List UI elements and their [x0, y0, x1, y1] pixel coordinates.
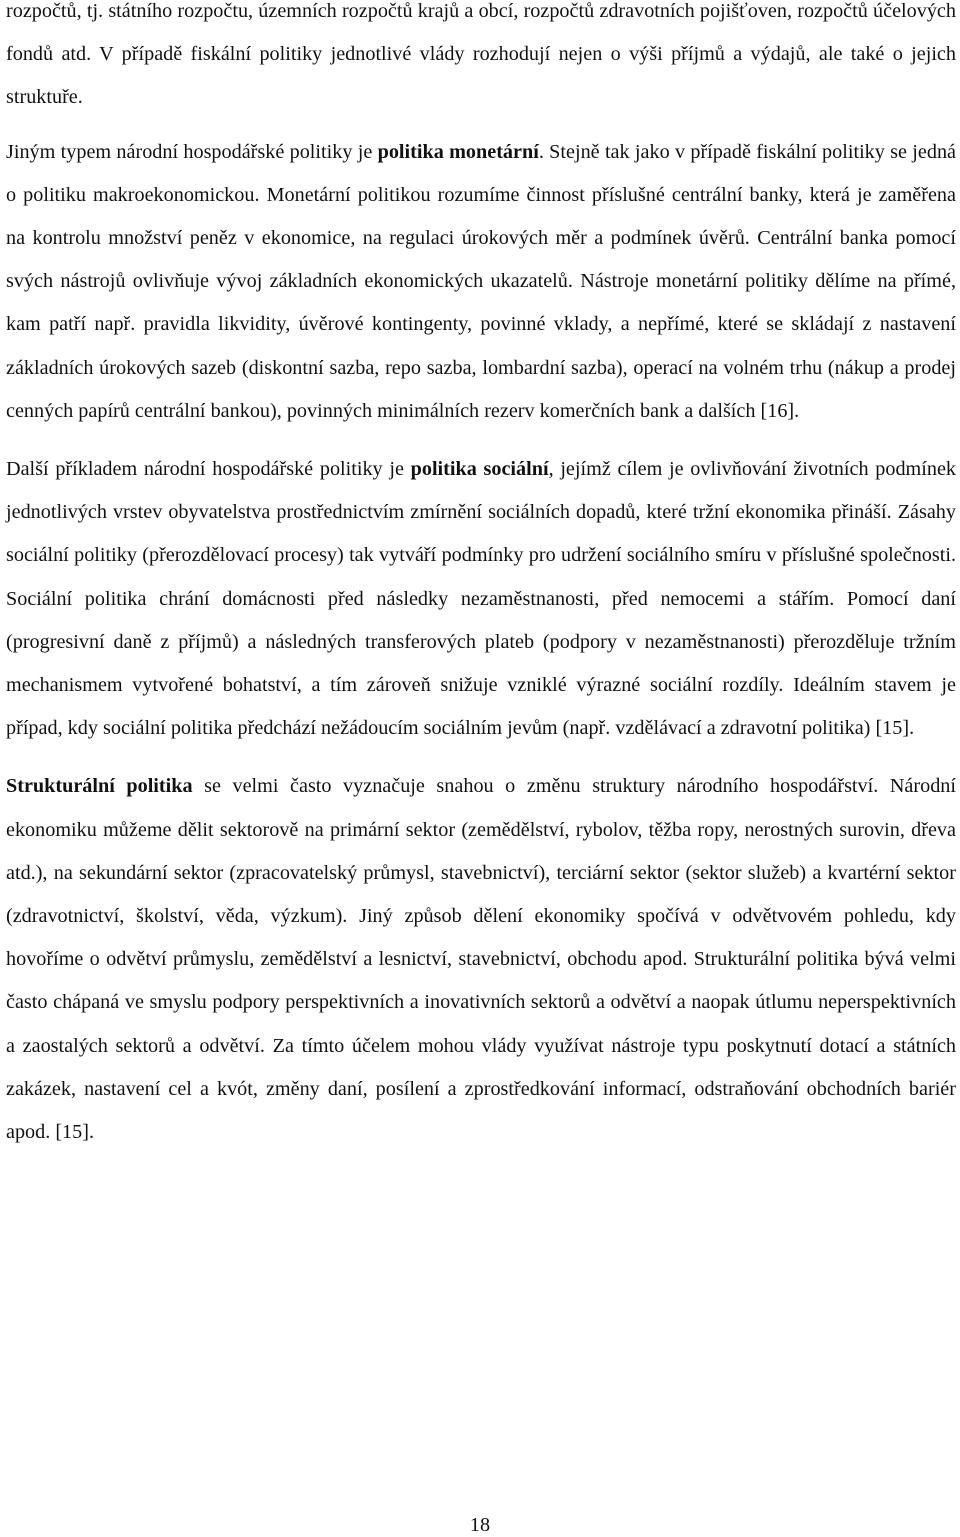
text-run: se velmi často vyznačuje snahou o změnu struktury národního hospodářství. Národní ekonomiku můžeme dělit sektorově na primární sektor (zemědělství, rybolov, těžba ropy, nerostných surovin, dřeva atd.), na sekundární sektor (zpracovatelský průmysl, stavebnictví), terciární sektor (sektor služeb) a kvartérní sektor (zdravotnictví, školství, věda, výzkum). Jiný způsob dělení ekonomiky spočívá v odvětvovém pohledu, kdy hovoříme o odvětví průmyslu, zemědělství a lesnictví, stavebnictví, obchodu apod. Strukturální politika bývá velmi často chápaná ve smyslu podpory perspektivních a inovativních sektorů a odvětví a naopak útlumu neperspektivních a zaostalých sektorů a odvětví. Za tímto účelem mohou vlády využívat nástroje typu poskytnutí dotací a státních zakázek, nastavení cel a kvót, změny daní, posílení a zprostředkování informací, odstraňování obchodních bariér apod. [15]. [6, 775, 956, 1144]
text-run: rozpočtů, tj. státního rozpočtu, územních rozpočtů krajů a obcí, rozpočtů zdravotních pojišťoven, rozpočtů účelových fondů atd. V případě fiskální politiky jednotlivé vlády rozhodují nejen o výši příjmů a výdajů, ale také o jejich struktuře. [6, 0, 956, 109]
page-number: 18 [469, 1514, 491, 1536]
paragraph-social-policy [6, 448, 956, 750]
bold-term-structural-policy: Strukturální politika [6, 775, 193, 798]
paragraph-fiscal-policy-end [6, 0, 956, 120]
bold-term-monetary-policy: politika monetární [377, 140, 539, 163]
bold-term-social-policy: politika sociální [410, 458, 549, 481]
text-run: Jiným typem národní hospodářské politiky je [6, 140, 378, 163]
document-page [6, 0, 956, 1154]
text-run: Další příkladem národní hospodářské politiky je [6, 458, 411, 481]
text-run: . Stejně tak jako v případě fiskální politiky se jedná o politiku makroekonomickou. Monetární politikou rozumíme činnost příslušné centrální banky, která je zaměřena na kontrolu množství peněz v ekonomice, na regulaci úrokových měr a podmínek úvěrů. Centrální banka pomocí svých nástrojů ovlivňuje vývoj základních ekonomických ukazatelů. Nástroje monetární politiky dělíme na přímé, kam patří např. pravidla likvidity, úvěrové kontingenty, povinné vklady, a nepřímé, které se skládají z nastavení základních úrokových sazeb (diskontní sazba, repo sazba, lombardní sazba), operací na volném trhu (nákup a prodej cenných papírů centrální bankou), povinných minimálních rezerv komerčních bank a dalších [16]. [6, 140, 957, 422]
paragraph-monetary-policy [6, 131, 956, 433]
paragraph-structural-policy [6, 765, 956, 1154]
text-run: , jejímž cílem je ovlivňování životních podmínek jednotlivých vrstev obyvatelstva prostřednictvím zmírnění sociálních dopadů, které tržní ekonomika přináší. Zásahy sociální politiky (přerozdělovací procesy) tak vytváří podmínky pro udržení sociálního smíru v příslušné společnosti. Sociální politika chrání domácnosti před následky nezaměstnanosti, před nemocemi a stářím. Pomocí daní (progresivní daně z příjmů) a následných transferových plateb (podpory v nezaměstnanosti) přerozděluje tržním mechanismem vytvořené bohatství, a tím zároveň snižuje vzniklé výrazné sociální rozdíly. Ideálním stavem je případ, kdy sociální politika předchází nežádoucím sociálním jevům (např. vzdělávací a zdravotní politika) [15]. [6, 458, 956, 740]
